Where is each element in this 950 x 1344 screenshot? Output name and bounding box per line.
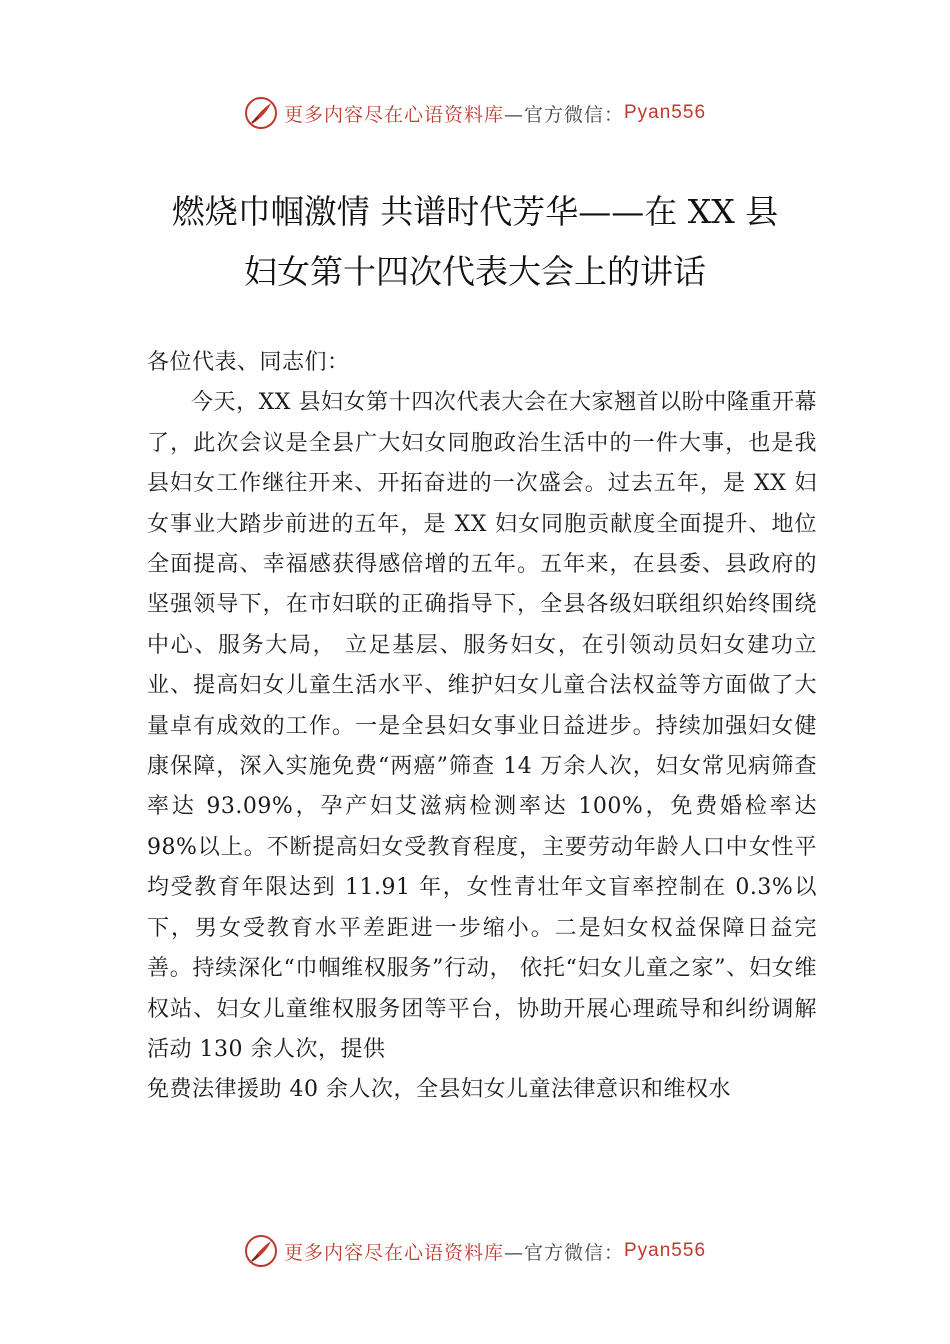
watermark-main-text: 更多内容尽在心语资料库 — [283, 103, 504, 126]
body-paragraph: 今天，XX 县妇女第十四次代表大会在大家翘首以盼中隆重开幕了，此次会议是全县广大妇女同胞政治生活中的一件大事，也是我县妇女工作继往开来、开拓奋进的一次盛会。过去五年，是 XX 妇女事业大踏步前进的五年，是 XX 妇女同胞贡献度全面提升、地位全面提高、幸福感获得感倍增的五年。五年来，在县委、县政府的坚强领导下，在市妇联的正确指导下，全县各级妇联组织始终围绕中心、服务大局， 立足基层、服务妇女，在引领动员妇女建功立业、提高妇女儿童生活水平、维护妇女儿童合法权益等方面做了大量卓有成效的工作。一是全县妇女事业日益进步。持续加强妇女健康保障，深入实施免费“两癌”筛查 14 万余人次，妇女常见病筛查率达 93.09%，孕产妇艾滋病检测率达 100%，免费婚检率达 98%以上。不断提高妇女受教育程度，主要劳动年龄人口中女性平均受教育年限达到 11.91 年，女性青壮年文盲率控制在 0.3%以下，男女受教育水平差距进一步缩小。二是妇女权益保障日益完善。持续深化“巾帼维权服务”行动， 依托“妇女儿童之家”、妇女维权站、妇女儿童维权服务团等平台，协助开展心理疏导和纠纷调解活动 130 余人次，提供 — [147, 390, 817, 1062]
body-paragraph-continued: 免费法律援助 40 余人次，全县妇女儿童法律意识和维权水 — [147, 1077, 731, 1103]
quill-logo-icon — [244, 1234, 278, 1268]
document-body — [147, 343, 817, 1111]
header-watermark — [0, 96, 950, 130]
salutation: 各位代表、同志们： — [147, 350, 350, 375]
watermark-wechat-id: Pyan556 — [624, 1240, 707, 1261]
document-title — [120, 182, 830, 302]
watermark-wechat-id: Pyan556 — [624, 102, 707, 123]
watermark-sub-text: —官方微信： — [503, 103, 624, 126]
watermark-main-text: 更多内容尽在心语资料库 — [283, 1241, 504, 1264]
footer-watermark — [0, 1234, 950, 1268]
watermark-sub-text: —官方微信： — [503, 1241, 624, 1264]
title-line-2: 妇女第十四次代表大会上的讲话 — [244, 252, 706, 291]
quill-logo-icon — [244, 96, 278, 130]
title-line-1: 燃烧巾帼激情 共谱时代芳华——在 XX 县 — [171, 192, 779, 231]
